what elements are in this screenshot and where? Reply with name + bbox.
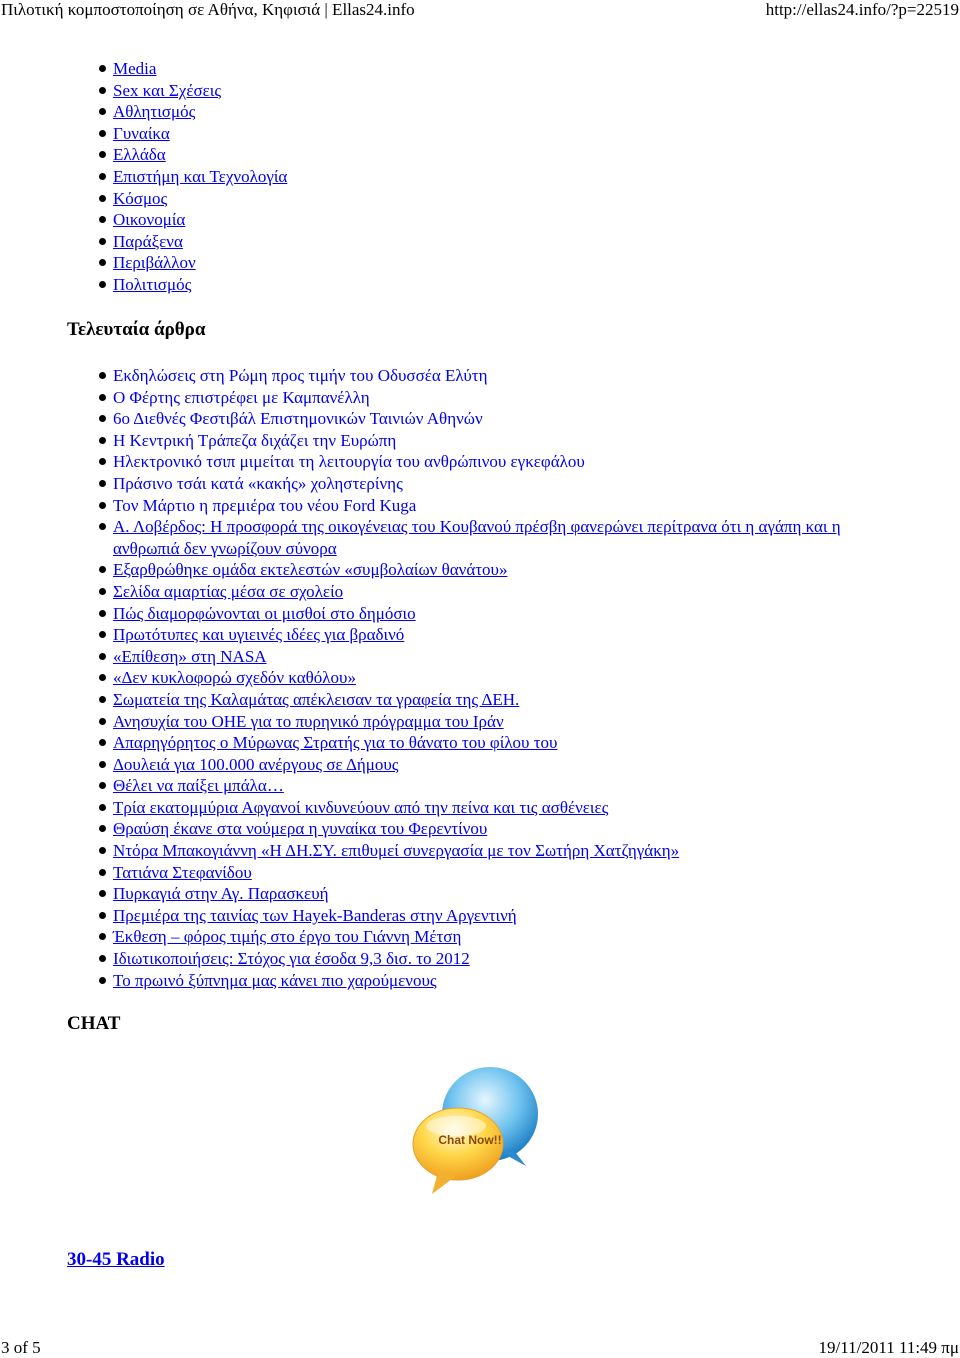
bullet-icon — [99, 933, 106, 940]
category-item — [113, 144, 903, 166]
article-item — [113, 581, 903, 603]
bullet-icon — [99, 281, 106, 288]
bullet-icon — [99, 588, 106, 595]
article-item-link[interactable]: Έκθεση – φόρος τιμής στο έργο του Γιάννη Μέτση — [113, 927, 462, 947]
article-item-link[interactable]: Ντόρα Μπακογιάννη «Η ΔΗ.ΣΥ. επιθυμεί συνεργασία με τον Σωτήρη Χατζηγάκη» — [113, 841, 680, 861]
bullet-icon — [99, 847, 106, 854]
article-item — [113, 905, 903, 927]
bullet-icon — [99, 718, 106, 725]
bullet-icon — [99, 259, 106, 266]
article-item — [113, 387, 903, 409]
category-item — [113, 123, 903, 145]
article-item — [113, 516, 903, 559]
article-item — [113, 732, 903, 754]
category-list — [113, 58, 903, 296]
article-item — [113, 754, 903, 776]
category-item — [113, 209, 903, 231]
category-item — [113, 101, 903, 123]
bullet-icon — [99, 458, 106, 465]
article-item-link[interactable]: Τατιάνα Στεφανίδου — [113, 862, 252, 882]
article-item — [113, 667, 903, 689]
category-item — [113, 58, 903, 80]
article-item — [113, 970, 903, 992]
category-item — [113, 80, 903, 102]
bullet-icon — [99, 195, 106, 202]
article-item-link[interactable]: Πρεμιέρα της ταινίας των Hayek-Banderas στην Αργεντινή — [113, 905, 517, 925]
category-item-link[interactable]: Media — [113, 59, 157, 78]
category-item-link[interactable]: Παράξενα — [113, 231, 183, 251]
bullet-icon — [99, 739, 106, 746]
article-item — [113, 840, 903, 862]
bullet-icon — [99, 130, 106, 137]
category-item-link[interactable]: Αθλητισμός — [113, 102, 196, 122]
bullet-icon — [99, 955, 106, 962]
category-item — [113, 252, 903, 274]
print-footer-page-number: 3 of 5 — [1, 1338, 41, 1357]
article-item-link[interactable]: Ο Φέρτης επιστρέφει με Καμπανέλλη — [113, 387, 370, 407]
bullet-icon — [99, 238, 106, 245]
bullet-icon — [99, 977, 106, 984]
bullet-icon — [99, 761, 106, 768]
category-item — [113, 274, 903, 296]
article-item — [113, 430, 903, 452]
category-item-link[interactable]: Πολιτισμός — [113, 274, 192, 294]
article-item-link[interactable]: Σελίδα αμαρτίας μέσα σε σχολείο — [113, 581, 344, 601]
chat-now-button[interactable] — [408, 1062, 543, 1202]
article-item-link[interactable]: «Επίθεση» στη NASA — [113, 646, 267, 666]
article-item-link[interactable]: Σωματεία της Καλαμάτας απέκλεισαν τα γραφεία της ΔΕΗ. — [113, 689, 520, 709]
article-item — [113, 883, 903, 905]
category-item-link[interactable]: Γυναίκα — [113, 123, 170, 143]
bullet-icon — [99, 216, 106, 223]
article-item-link[interactable]: Εκδηλώσεις στη Ρώμη προς τιμήν του Οδυσσέα Ελύτη — [113, 366, 488, 385]
bullet-icon — [99, 782, 106, 789]
article-item-link[interactable]: Πρωτότυπες και υγιεινές ιδέες για βραδινό — [113, 625, 405, 645]
bullet-icon — [99, 825, 106, 832]
category-item — [113, 188, 903, 210]
article-item-link[interactable]: Τον Μάρτιο η πρεμιέρα του νέου Ford Kuga — [113, 495, 417, 515]
bullet-icon — [99, 566, 106, 573]
category-item-link[interactable]: Ελλάδα — [113, 145, 166, 165]
print-header-url: http://ellas24.info/?p=22519 — [765, 0, 959, 19]
bullet-icon — [99, 87, 106, 94]
bullet-icon — [99, 437, 106, 444]
article-item — [113, 818, 903, 840]
chat-bubbles-icon — [408, 1062, 543, 1202]
category-item-link[interactable]: Περιβάλλον — [113, 253, 196, 273]
article-item — [113, 711, 903, 733]
bullet-icon — [99, 65, 106, 72]
article-item — [113, 624, 903, 646]
bullet-icon — [99, 631, 106, 638]
latest-articles-list — [113, 365, 903, 991]
article-item — [113, 926, 903, 948]
bullet-icon — [99, 108, 106, 115]
category-item — [113, 231, 903, 253]
bullet-icon — [99, 653, 106, 660]
article-item-link[interactable]: Πυρκαγιά στην Αγ. Παρασκευή — [113, 884, 329, 904]
article-item-link[interactable]: Πώς διαμορφώνονται οι μισθοί στο δημόσιο — [113, 603, 416, 623]
article-item-link[interactable]: 6ο Διεθνές Φεστιβάλ Επιστημονικών Ταινιών Αθηνών — [113, 409, 483, 429]
bullet-icon — [99, 674, 106, 681]
article-item-link[interactable]: Πράσινο τσάι κατά «κακής» χοληστερίνης — [113, 473, 403, 493]
category-item-link[interactable]: Οικονομία — [113, 210, 186, 230]
bullet-icon — [99, 912, 106, 919]
article-item — [113, 603, 903, 625]
article-item — [113, 862, 903, 884]
article-item-link[interactable]: Απαρηγόρητος ο Μύρωνας Στρατής για το θάνατο του φίλου του — [113, 733, 558, 753]
article-item-link[interactable]: Τρία εκατομμύρια Αφγανοί κινδυνεύουν από την πείνα και τις ασθένειες — [113, 797, 609, 817]
article-item — [113, 451, 903, 473]
category-item-link[interactable]: Sex και Σχέσεις — [113, 80, 222, 100]
article-item — [113, 948, 903, 970]
bullet-icon — [99, 415, 106, 422]
article-item — [113, 473, 903, 495]
article-item — [113, 495, 903, 517]
article-item-link[interactable]: Θέλει να παίξει μπάλα… — [113, 776, 284, 796]
bullet-icon — [99, 869, 106, 876]
bullet-icon — [99, 394, 106, 401]
chat-heading: CHAT — [67, 1013, 121, 1034]
article-item-link[interactable]: Το πρωινό ξύπνημα μας κάνει πιο χαρούμενους — [113, 970, 437, 990]
article-item-link[interactable]: Ηλεκτρονικό τσιπ μιμείται τη λειτουργία του ανθρώπινου εγκεφάλου — [113, 452, 585, 472]
bullet-icon — [99, 502, 106, 509]
category-item-link[interactable]: Κόσμος — [113, 188, 168, 208]
article-item — [113, 559, 903, 581]
bullet-icon — [99, 890, 106, 897]
article-item — [113, 408, 903, 430]
radio-link[interactable]: 30-45 Radio — [67, 1249, 165, 1270]
bullet-icon — [99, 372, 106, 379]
category-item-link[interactable]: Επιστήμη και Τεχνολογία — [113, 166, 288, 186]
bullet-icon — [99, 173, 106, 180]
print-header-title: Πιλοτική κομποστοποίηση σε Αθήνα, Κηφισιά | Ellas24.info — [1, 0, 415, 19]
article-item-link[interactable]: Δουλειά για 100.000 ανέργους σε Δήμους — [113, 754, 399, 774]
article-item-link[interactable]: Θραύση έκανε στα νούμερα η γυναίκα του Φερεντίνου — [113, 819, 488, 839]
article-item — [113, 775, 903, 797]
article-item-link[interactable]: «Δεν κυκλοφορώ σχεδόν καθόλου» — [113, 668, 356, 688]
bullet-icon — [99, 523, 106, 530]
chat-now-label: Chat Now!! — [438, 1133, 502, 1147]
category-item — [113, 166, 903, 188]
latest-articles-heading: Τελευταία άρθρα — [67, 319, 206, 340]
article-item-link[interactable]: Ιδιωτικοποιήσεις: Στόχος για έσοδα 9,3 δισ. το 2012 — [113, 949, 470, 969]
article-item — [113, 797, 903, 819]
article-item-link[interactable]: Α. Λοβέρδος: Η προσφορά της οικογένειας του Κουβανού πρέσβη φανερώνει περίτρανα ότι η αγάπη και η ανθρωπιά δεν γνωρίζουν σύνορα — [113, 517, 841, 558]
article-item-link[interactable]: Εξαρθρώθηκε ομάδα εκτελεστών «συμβολαίων θανάτου» — [113, 560, 508, 580]
article-item-link[interactable]: Ανησυχία του ΟΗΕ για το πυρηνικό πρόγραμμα του Ιράν — [113, 711, 504, 731]
print-footer-datetime: 19/11/2011 11:49 πμ — [818, 1338, 959, 1357]
bullet-icon — [99, 610, 106, 617]
bullet-icon — [99, 804, 106, 811]
bullet-icon — [99, 151, 106, 158]
article-item — [113, 646, 903, 668]
article-item — [113, 689, 903, 711]
article-item — [113, 365, 903, 387]
bullet-icon — [99, 480, 106, 487]
bullet-icon — [99, 696, 106, 703]
article-item-link[interactable]: Η Κεντρική Τράπεζα διχάζει την Ευρώπη — [113, 430, 397, 450]
